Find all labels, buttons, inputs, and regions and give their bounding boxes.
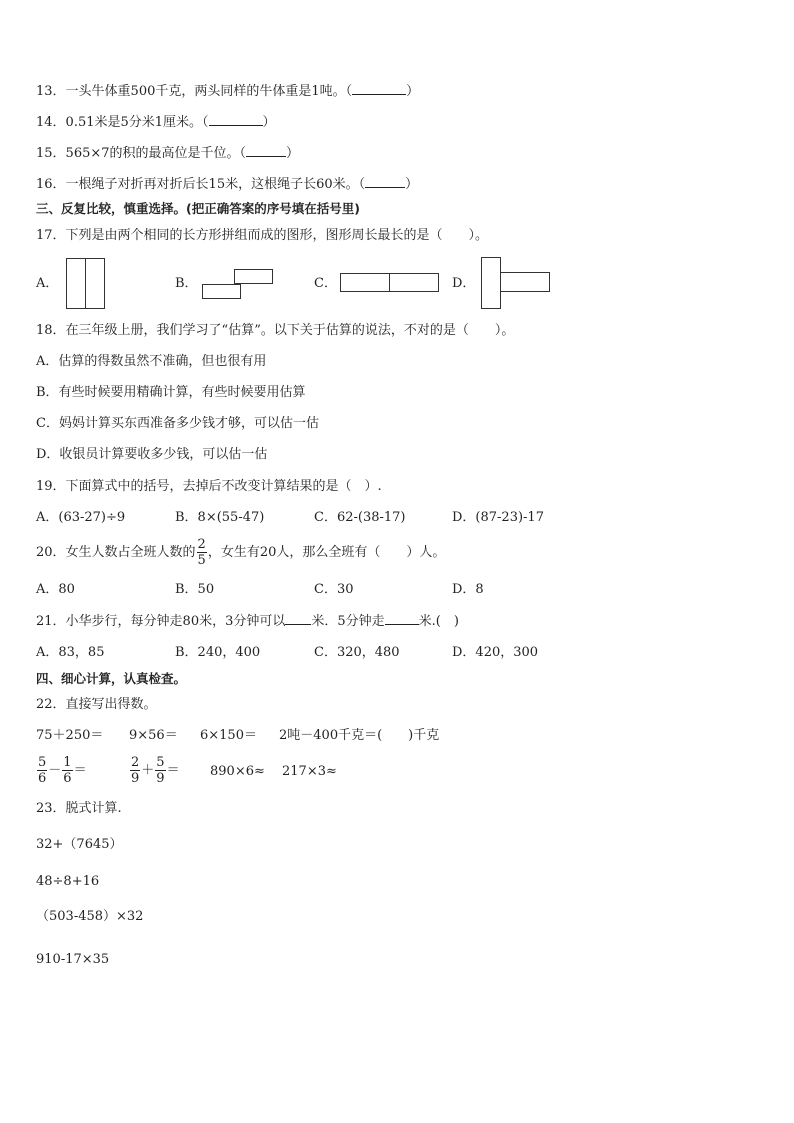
option-d[interactable]: D．420，300	[452, 645, 539, 660]
calc-item: 48÷8+16	[36, 874, 100, 889]
option-a[interactable]: A．80	[36, 582, 75, 597]
expression: 9×56＝	[129, 728, 178, 743]
expression: 75＋250＝	[36, 728, 104, 743]
answer-blank[interactable]	[285, 612, 311, 625]
question-14: 14．0.51米是5分米1厘米。（ ）	[36, 115, 276, 130]
question-20-stem: 20．女生人数占全班人数的 $\frac{2}{5}$ ，女生有20人，那么全班有（ ）人。	[36, 537, 446, 568]
question-22-stem: 22．直接写出得数。	[36, 697, 157, 712]
option-d[interactable]: D．8	[452, 582, 484, 597]
option-d[interactable]: D．(87-23)-17	[452, 510, 544, 525]
question-13: 13．一头牛体重500千克，两头同样的牛体重是1吨。（ ）	[36, 84, 420, 99]
option-b[interactable]: B．50	[175, 582, 215, 597]
answer-blank[interactable]	[209, 113, 263, 126]
option-a[interactable]: A．(63-27)÷9	[36, 510, 126, 525]
option-a[interactable]: A．83，85	[36, 645, 105, 660]
calc-item: 910-17×35	[36, 952, 110, 967]
answer-blank[interactable]	[385, 612, 419, 625]
expression: 2吨－400千克＝( )千克	[279, 728, 440, 743]
question-23-stem: 23．脱式计算.	[36, 801, 122, 816]
section-3-heading: 三、反复比较，慎重选择。(把正确答案的序号填在括号里)	[36, 201, 360, 216]
question-21-stem: 21．小华步行，每分钟走80米，3分钟可以 米．5分钟走 米.( )	[36, 614, 459, 629]
figure-d	[481, 257, 552, 310]
option-c[interactable]: C．62-(38-17)	[314, 510, 406, 525]
fraction-expression-2: $\frac{2}{9}$ ＋ $\frac{5}{9}$ ＝	[131, 755, 180, 786]
expression: 890×6≈	[210, 764, 265, 779]
option-b[interactable]: B．240，400	[175, 645, 261, 660]
question-14-text: 14．0.51米是5分米1厘米。（	[36, 115, 209, 130]
fraction: $\frac{2}{5}$	[197, 537, 206, 568]
expression: 217×3≈	[282, 764, 337, 779]
option-d[interactable]: D．收银员计算要收多少钱，可以估一估	[36, 447, 268, 462]
answer-blank[interactable]	[246, 144, 286, 157]
figure-c	[340, 273, 440, 293]
option-d[interactable]: D．	[452, 276, 476, 291]
question-19-stem: 19．下面算式中的括号，去掉后不改变计算结果的是（ ）.	[36, 479, 382, 494]
question-15: 15．565×7的积的最高位是千位。（ ）	[36, 146, 300, 161]
question-17-stem: 17．下列是由两个相同的长方形拼组而成的图形，图形周长最长的是（ ）。	[36, 228, 489, 243]
section-4-heading: 四、细心计算，认真检查。	[36, 671, 187, 686]
option-a[interactable]: A．	[36, 276, 59, 291]
figure-a	[66, 258, 106, 310]
figure-b	[202, 269, 274, 301]
question-16: 16．一根绳子对折再对折后长15米，这根绳子长60米。（ ）	[36, 177, 419, 192]
option-c[interactable]: C．	[314, 276, 337, 291]
question-16-text: 16．一根绳子对折再对折后长15米，这根绳子长60米。（	[36, 177, 366, 192]
answer-blank[interactable]	[365, 175, 405, 188]
option-c[interactable]: C．30	[314, 582, 354, 597]
answer-blank[interactable]	[352, 82, 406, 95]
calc-item: 32+（7645）	[36, 837, 123, 852]
expression: 6×150＝	[200, 728, 257, 743]
calc-item: （503-458）×32	[36, 909, 144, 924]
question-13-text: 13．一头牛体重500千克，两头同样的牛体重是1吨。（	[36, 84, 353, 99]
fraction-expression-1: $\frac{5}{6}$ － $\frac{1}{6}$ ＝	[38, 755, 87, 786]
option-c[interactable]: C．320，480	[314, 645, 400, 660]
option-b[interactable]: B．有些时候要用精确计算，有些时候要用估算	[36, 385, 306, 400]
option-c[interactable]: C．妈妈计算买东西准备多少钱才够，可以估一估	[36, 416, 319, 431]
option-a[interactable]: A．估算的得数虽然不准确，但也很有用	[36, 354, 267, 369]
question-15-text: 15．565×7的积的最高位是千位。（	[36, 146, 247, 161]
option-b[interactable]: B．	[175, 276, 198, 291]
option-b[interactable]: B．8×(55-47)	[175, 510, 265, 525]
question-18-stem: 18．在三年级上册，我们学习了“估算”。以下关于估算的说法，不对的是（ ）。	[36, 323, 515, 338]
